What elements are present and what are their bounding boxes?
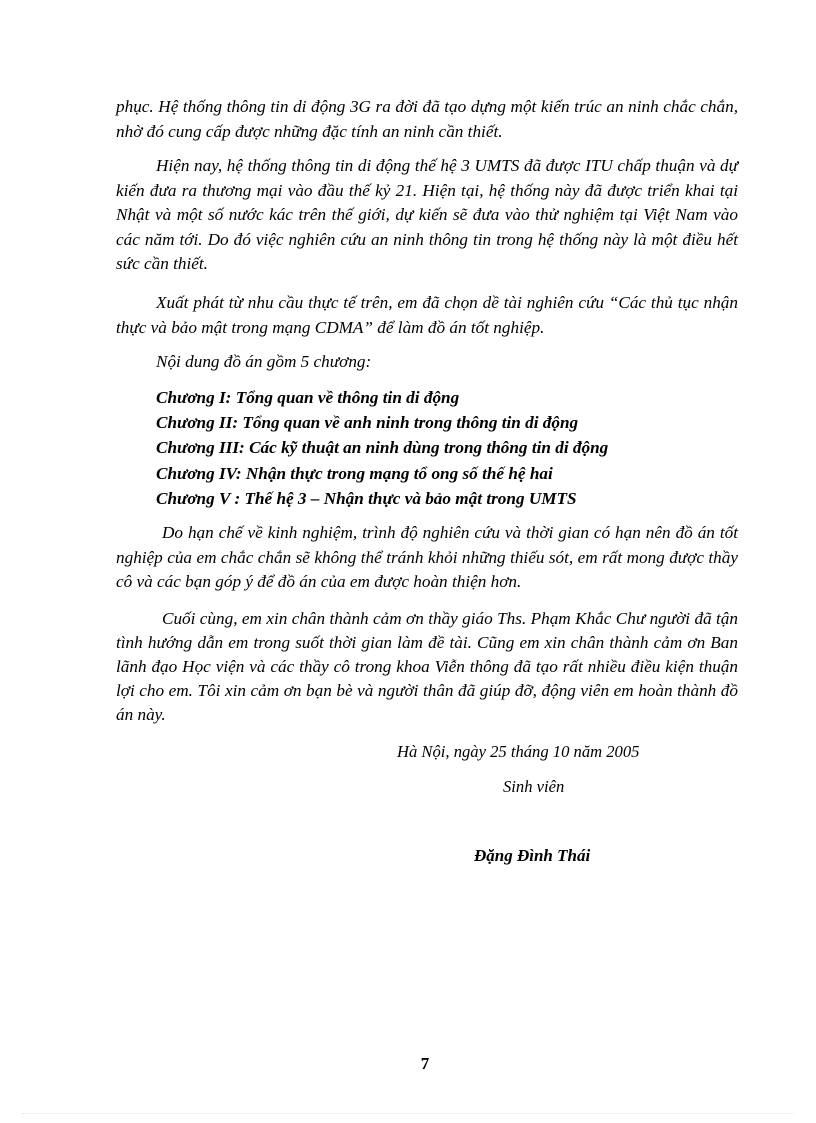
chapter-item-2: Chương II: Tổng quan về anh ninh trong thông tin di động bbox=[156, 413, 579, 433]
author-role: Sinh viên bbox=[503, 777, 565, 796]
chapter-list bbox=[156, 385, 608, 511]
page-bottom-divider bbox=[22, 1113, 794, 1114]
chapter-item-1: Chương I: Tổng quan về thông tin di động bbox=[156, 388, 460, 407]
chapter-item-4: Chương IV: Nhận thực trong mạng tổ ong số thế hệ hai bbox=[156, 463, 553, 483]
acknowledgement-paragraph: Cuối cùng, em xin chân thành cảm ơn thầy giáo Ths. Phạm Khắc Chư người đã tận tình hướng dẫn em trong suốt thời gian làm đề tài. Cũng em xin chân thành cảm ơn Ban lãnh đạo Học viện và các thầy cô trong khoa Viễn thông đã tạo rất nhiều điều kiện thuận lợi cho em. Tôi xin cảm ơn bạn bè và người thân đã giúp đỡ, động viên em hoàn thành đồ án này. bbox=[116, 609, 738, 724]
chapter-item-5: Chương V : Thế hệ 3 – Nhận thực và bảo mật trong UMTS bbox=[156, 488, 577, 508]
chapter-item-3: Chương III: Các kỹ thuật an ninh dùng trong thông tin di động bbox=[156, 438, 609, 458]
umts-background-paragraph: Hiện nay, hệ thống thông tin di động thế hệ 3 UMTS đã được ITU chấp thuận và dự kiến đưa ra thương mại vào đầu thế kỷ 21. Hiện tại, hệ thống này đã được triển khai tại Nhật và một số nước kác trên thế giới, dự kiến sẽ đưa vào thử nghiệm tại Việt Nam vào các năm tới. Do đó việc nghiên cứu an ninh thông tin trong hệ thống này là một điều hết sức cần thiết. bbox=[116, 156, 738, 274]
topic-selection-paragraph: Xuất phát từ nhu cầu thực tế trên, em đã chọn dề tài nghiên cứu “Các thủ tục nhận thực và bảo mật trong mạng CDMA” để làm đồ án tốt nghiệp. bbox=[116, 293, 738, 337]
place-date: Hà Nội, ngày 25 tháng 10 năm 2005 bbox=[397, 742, 640, 761]
page-number: 7 bbox=[420, 1054, 430, 1073]
contents-intro-line: Nội dung đồ án gồm 5 chương: bbox=[156, 352, 372, 371]
author-name: Đặng Đình Thái bbox=[474, 846, 591, 865]
limitations-paragraph: Do hạn chế về kinh nghiệm, trình độ nghiên cứu và thời gian có hạn nên đồ án tốt nghiệp của em chắc chắn sẽ không thể tránh khỏi những thiếu sót, em rất mong được thầy cô và các bạn góp ý để đồ án của em được hoàn thiện hơn. bbox=[116, 523, 738, 592]
intro-paragraph-continuation: phục. Hệ thống thông tin di động 3G ra đời đã tạo dựng một kiến trúc an ninh chắc chắn, nhờ đó cung cấp được những đặc tính an ninh cần thiết. bbox=[116, 97, 738, 141]
